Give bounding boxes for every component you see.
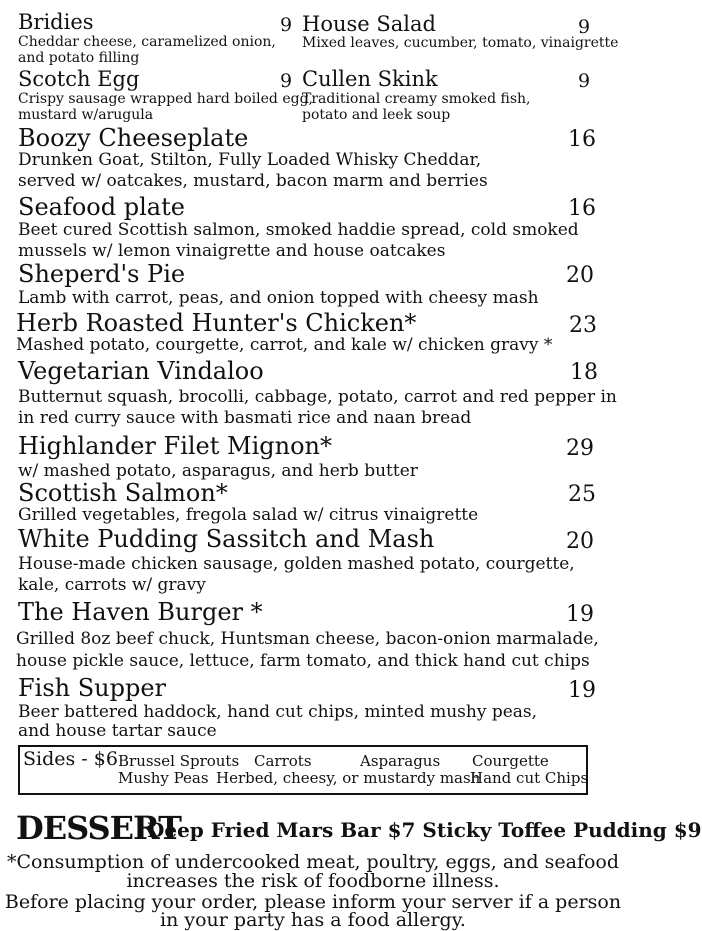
menu-item-name: Fish Supper — [18, 674, 167, 702]
menu-item-price: 16 — [568, 127, 596, 152]
footer-line: increases the risk of foodborne illness. — [126, 870, 500, 892]
menu-item-name: Bridies — [18, 10, 94, 34]
dessert-title: DESSERT — [16, 809, 181, 847]
menu-item-desc: mussels w/ lemon vinaigrette and house oatcakes — [18, 241, 446, 261]
sides-title: Sides - $6 — [23, 748, 118, 770]
menu-item-name: Scotch Egg — [18, 67, 140, 91]
menu-item-name: Highlander Filet Mignon* — [18, 432, 332, 460]
menu-item-desc: Drunken Goat, Stilton, Fully Loaded Whisky Cheddar, — [18, 150, 482, 170]
menu-item-desc: potato and leek soup — [302, 107, 451, 123]
menu-item-desc: and house tartar sauce — [18, 721, 217, 741]
menu-item-desc: mustard w/arugula — [18, 107, 154, 123]
side-item: Carrots — [254, 752, 312, 770]
menu-item-desc: Beet cured Scottish salmon, smoked haddie spread, cold smoked — [18, 220, 579, 240]
menu-item-name: Scottish Salmon* — [18, 479, 228, 507]
menu-item-price: 18 — [570, 360, 598, 385]
menu-item-desc: Cheddar cheese, caramelized onion, — [18, 34, 276, 50]
menu-item-price: 16 — [568, 196, 596, 221]
menu-item-desc: Mixed leaves, cucumber, tomato, vinaigrette — [302, 35, 619, 51]
side-item: Mushy Peas — [118, 769, 209, 787]
menu-item-price: 9 — [578, 16, 591, 38]
footer-line: in your party has a food allergy. — [160, 909, 466, 931]
menu-item-price: 20 — [566, 529, 594, 554]
menu-item-name: House Salad — [302, 12, 436, 36]
menu-item-desc: served w/ oatcakes, mustard, bacon marm and berries — [18, 171, 488, 191]
dessert-items: Deep Fried Mars Bar $7 Sticky Toffee Pudding $9 — [147, 818, 702, 842]
menu-item-name: Boozy Cheeseplate — [18, 124, 249, 152]
side-item: Brussel Sprouts — [118, 752, 240, 770]
side-item: Hand cut Chips — [470, 769, 589, 787]
footer-line: Before placing your order, please inform your server if a person — [4, 891, 622, 913]
menu-item-desc: Mashed potato, courgette, carrot, and kale w/ chicken gravy * — [16, 335, 553, 355]
side-item: Courgette — [472, 752, 549, 770]
menu-item-desc: Crispy sausage wrapped hard boiled egg, — [18, 91, 313, 107]
menu-item-desc: Butternut squash, brocolli, cabbage, potato, carrot and red pepper in — [18, 387, 617, 407]
menu-item-desc: house pickle sauce, lettuce, farm tomato, and thick hand cut chips — [16, 651, 590, 671]
menu-item-price: 20 — [566, 263, 594, 288]
menu-item-desc: and potato filling — [18, 50, 140, 66]
menu-item-name: Cullen Skink — [302, 67, 438, 91]
menu-item-price: 29 — [566, 436, 594, 461]
menu-item-price: 19 — [566, 602, 594, 627]
side-item: Herbed, cheesy, or mustardy mash — [216, 769, 481, 787]
menu-item-price: 9 — [280, 14, 293, 36]
menu-item-desc: House-made chicken sausage, golden mashed potato, courgette, — [18, 554, 575, 574]
menu-item-price: 9 — [280, 70, 293, 92]
menu-item-desc: kale, carrots w/ gravy — [18, 575, 206, 595]
menu-item-price: 19 — [568, 678, 596, 703]
menu-item-name: White Pudding Sassitch and Mash — [18, 525, 435, 553]
menu-item-name: Sheperd's Pie — [18, 260, 186, 288]
menu-item-desc: in red curry sauce with basmati rice and naan bread — [18, 408, 472, 428]
sides-box — [18, 745, 588, 795]
menu-item-price: 9 — [578, 70, 591, 92]
menu-item-name: The Haven Burger * — [18, 598, 263, 626]
menu-item-desc: Grilled 8oz beef chuck, Huntsman cheese, bacon-onion marmalade, — [16, 629, 599, 649]
menu-item-price: 23 — [569, 313, 597, 338]
menu-item-desc: Lamb with carrot, peas, and onion topped with cheesy mash — [18, 288, 539, 308]
menu-item-desc: Beer battered haddock, hand cut chips, minted mushy peas, — [18, 702, 538, 722]
menu-item-desc: Traditional creamy smoked fish, — [302, 91, 531, 107]
menu-item-price: 25 — [568, 482, 596, 507]
menu-item-name: Herb Roasted Hunter's Chicken* — [16, 309, 417, 337]
menu-item-desc: w/ mashed potato, asparagus, and herb butter — [18, 461, 418, 481]
menu-item-name: Vegetarian Vindaloo — [18, 357, 264, 385]
footer-line: *Consumption of undercooked meat, poultry, eggs, and seafood — [6, 851, 620, 873]
menu-item-desc: Grilled vegetables, fregola salad w/ citrus vinaigrette — [18, 505, 479, 525]
side-item: Asparagus — [360, 752, 441, 770]
menu-item-name: Seafood plate — [18, 193, 185, 221]
